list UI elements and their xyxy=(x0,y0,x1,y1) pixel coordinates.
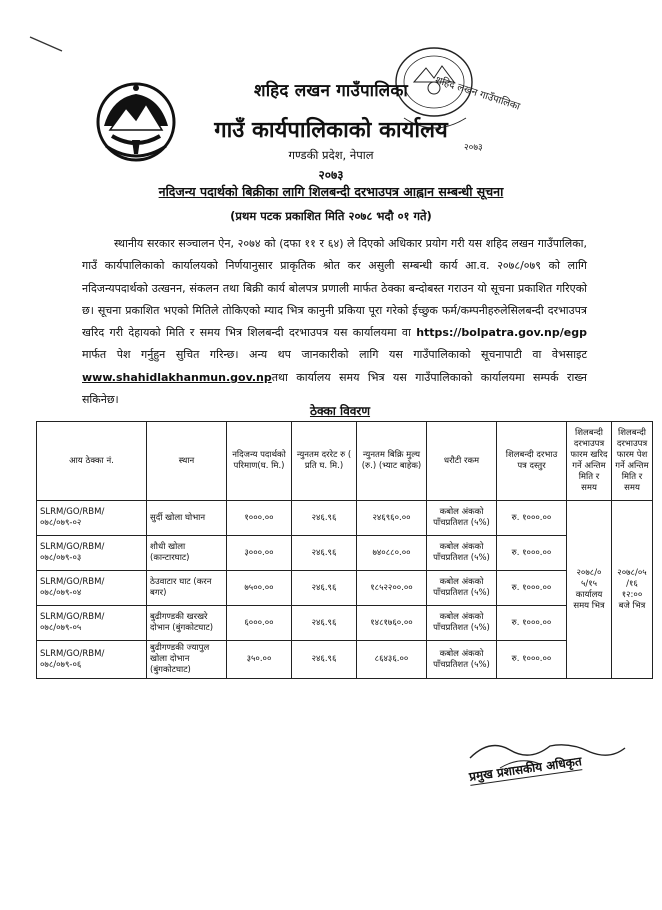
contract-no: SLRM/GO/RBM/०७८/०७९-०३ xyxy=(37,536,147,571)
place: बुढीगण्डकी ज्यापुल खोला दोभान (बुंगकोटघाट) xyxy=(147,641,227,679)
fee: रु. १०००.०० xyxy=(497,536,567,571)
deposit: कबोल अंकको पाँचप्रतिशत (५%) xyxy=(427,641,497,679)
deposit: कबोल अंकको पाँचप्रतिशत (५%) xyxy=(427,501,497,536)
contract-no: SLRM/GO/RBM/०७८/०७९-०४ xyxy=(37,571,147,606)
quantity: ३०००.०० xyxy=(227,536,292,571)
place: शौधी खोला (कान्टारघाट) xyxy=(147,536,227,571)
min-rate: २४६.९६ xyxy=(292,641,357,679)
quantity: ३५०.०० xyxy=(227,641,292,679)
body-part-1: स्थानीय सरकार सञ्चालन ऐन, २०७४ को (दफा ११ र ६४) ले दिएको अधिकार प्रयोग गरी यस शहिद लखन गाउँपालिका, गाउँ कार्यपालिकाको कार्यालयको निर्णयानुसार प्राकृतिक श्रोत कर असुली सम्बन्धी कार्य आ.व. २०७८/०७९ को लागि नदिजन्यपदार्थको उत्खनन, संकलन तथा बिक्री कार्य बोलपत्र प्रणाली मार्फत ठेक्का बन्दोबस्त गराउन यो सूचना प्रकाशित गरिएको छ। सूचना प्रकाशित भएको मितिले तोकिएको म्याद भित्र कानुनी प्रकिया पूरा गरेको ईच्छुक फर्म/कम्पनीहरुलेसिलबन्दी दरभाउपत्र खरिद गरी देहायको मिति र समय भित्र शिलबन्दी दरभाउपत्र यस कार्यालयमा वा xyxy=(82,237,587,340)
place: ठेउवाटार घाट (करन बगर) xyxy=(147,571,227,606)
min-rate: २४६.९६ xyxy=(292,501,357,536)
stamp-number: २०७३ xyxy=(464,143,483,153)
fee: रु. १०००.०० xyxy=(497,501,567,536)
pen-mark xyxy=(28,34,64,54)
deposit: कबोल अंकको पाँचप्रतिशत (५%) xyxy=(427,571,497,606)
contract-no: SLRM/GO/RBM/०७८/०७९-०५ xyxy=(37,606,147,641)
header-contract-no: आय ठेक्का नं. xyxy=(37,422,147,501)
stamp-text: शहिद लखन गाउँपालिका xyxy=(433,74,522,113)
quantity: १०००.०० xyxy=(227,501,292,536)
header-deposit: धरौटी रकम xyxy=(427,422,497,501)
place: बुढीगण्डकी खरखरे दोभान (बुंगकोटघाट) xyxy=(147,606,227,641)
header-quantity: नदिजन्य पदार्थको परिमाण(घ. मि.) xyxy=(227,422,292,501)
min-price: २४६९६०.०० xyxy=(357,501,427,536)
signatory-title: प्रमुख प्रशासकीय अधिकृत xyxy=(468,754,583,784)
publication-date: (प्रथम पटक प्रकाशित मिति २०७८ भदौ ०१ गते) xyxy=(230,209,432,223)
contract-no: SLRM/GO/RBM/०७८/०७९-०२ xyxy=(37,501,147,536)
website-link[interactable]: www.shahidlakhanmun.gov.np xyxy=(82,370,272,384)
body-part-2: मार्फत पेश गर्नुहुन सुचित गरिन्छ। अन्य थप जानकारीको लागि यस गाउँपालिकाको सूचनापाटी वा वेभसाइट xyxy=(82,348,587,362)
header-fee: शिलबन्दी दरभाउ पत्र दस्तुर xyxy=(497,422,567,501)
office-name: गाउँ कार्यपालिकाको कार्यालय xyxy=(214,118,448,143)
min-price: ७४०८८०.०० xyxy=(357,536,427,571)
notice-body xyxy=(82,233,587,411)
table-row xyxy=(37,641,653,679)
submit-deadline: २०७८/०५ /१६ १२:०० बजे भित्र xyxy=(612,501,653,679)
table-row xyxy=(37,536,653,571)
min-price: १४८१७६०.०० xyxy=(357,606,427,641)
min-rate: २४६.९६ xyxy=(292,536,357,571)
table-header-row xyxy=(37,422,653,501)
fee: रु. १०००.०० xyxy=(497,641,567,679)
fee: रु. १०००.०० xyxy=(497,606,567,641)
contract-table xyxy=(36,421,653,679)
purchase-deadline: २०७८/० ५/१५ कार्यालय समय भित्र xyxy=(567,501,612,679)
contract-no: SLRM/GO/RBM/०७८/०७९-०६ xyxy=(37,641,147,679)
deposit: कबोल अंकको पाँचप्रतिशत (५%) xyxy=(427,606,497,641)
quantity: ७५००.०० xyxy=(227,571,292,606)
established-year: २०७३ xyxy=(318,168,344,182)
place: सुर्दी खोला घोभान xyxy=(147,501,227,536)
fee: रु. १०००.०० xyxy=(497,571,567,606)
bolpatra-link[interactable]: https://bolpatra.gov.np/egp xyxy=(416,326,587,340)
municipality-name: शहिद लखन गाउँपालिका xyxy=(253,81,409,101)
province-line: गण्डकी प्रदेश, नेपाल xyxy=(288,148,374,162)
quantity: ६०००.०० xyxy=(227,606,292,641)
table-row xyxy=(37,606,653,641)
header-purchase-deadline: शिलबन्दी दरभाउपत्र फारम खरिद गर्ने अन्तिम मिति र समय xyxy=(567,422,612,501)
min-rate: २४६.९६ xyxy=(292,571,357,606)
header-min-price: न्युनतम बिक्रि मुल्य (रु.) (भ्याट बाहेक) xyxy=(357,422,427,501)
notice-subject: नदिजन्य पदार्थको बिक्रीका लागि शिलबन्दी दरभाउपत्र आह्वान सम्बन्धी सूचना xyxy=(158,184,504,199)
table-row xyxy=(37,501,653,536)
header-submit-deadline: शिलबन्दी दरभाउपत्र फारम पेश गर्ने अन्तिम मिति र समय xyxy=(612,422,653,501)
min-rate: २४६.९६ xyxy=(292,606,357,641)
table-row xyxy=(37,571,653,606)
deposit: कबोल अंकको पाँचप्रतिशत (५%) xyxy=(427,536,497,571)
min-price: १८५२२००.०० xyxy=(357,571,427,606)
contract-details-title: ठेक्का विवरण xyxy=(309,404,371,418)
header-min-rate: न्युनतम दररेट रु ( प्रति घ. मि.) xyxy=(292,422,357,501)
body-part-3: तथा कार्यालय समय भित्र यस गाउँपालिकाको कार्यालयमा सम्पर्क राख्न सकिनेछ। xyxy=(82,370,587,407)
header-place: स्थान xyxy=(147,422,227,501)
min-price: ८६४३६.०० xyxy=(357,641,427,679)
